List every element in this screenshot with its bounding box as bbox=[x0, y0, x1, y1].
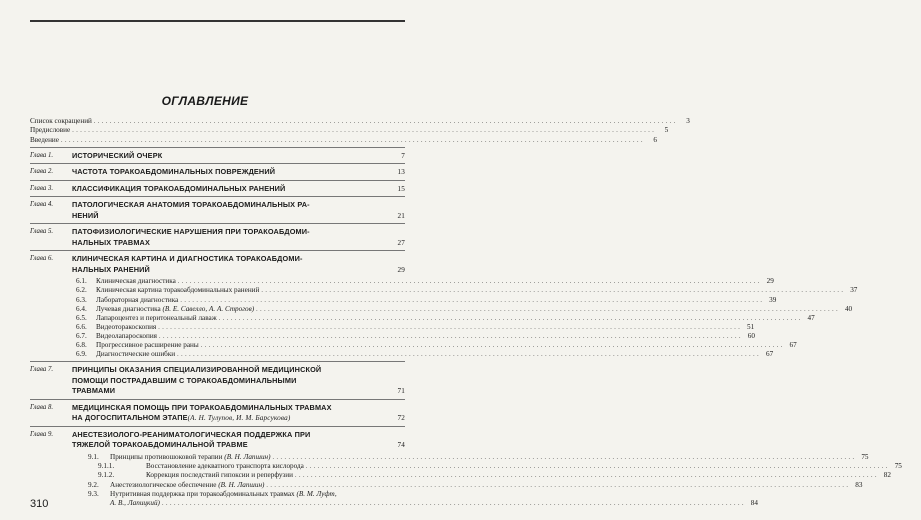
chapter-title-text: НАЛЬНЫХ РАНЕНИЙ bbox=[72, 264, 150, 274]
section-text: Клиническая диагностика bbox=[96, 277, 176, 286]
section-page: 60 bbox=[747, 331, 755, 340]
toc-entry bbox=[30, 126, 669, 135]
chapter-title-text: ЧАСТОТА ТОРАКОАБДОМИНАЛЬНЫХ ПОВРЕЖДЕНИЙ bbox=[72, 167, 276, 177]
chapter-title-text: ТРАВМАМИ bbox=[72, 386, 116, 396]
chapter-entry bbox=[30, 200, 405, 221]
section-page: 51 bbox=[747, 322, 755, 331]
page-number: 310 bbox=[30, 498, 49, 510]
chapter-label: Глава 8. bbox=[30, 403, 54, 411]
section-text: Восстановление адекватного транспорта кислорода bbox=[146, 462, 304, 471]
front-matter bbox=[30, 117, 690, 145]
chapter-title-text: НАЛЬНЫХ ТРАВМАХ bbox=[72, 237, 150, 247]
section-number: 6.4. bbox=[76, 304, 87, 313]
chapter-title-line bbox=[72, 254, 405, 265]
chapter-title-line bbox=[72, 184, 405, 195]
chapter-entry bbox=[30, 365, 405, 397]
section-page: 37 bbox=[850, 286, 858, 295]
chapter-body bbox=[72, 200, 405, 221]
chapter-label: Глава 5. bbox=[30, 228, 54, 236]
leader-dots bbox=[177, 350, 759, 359]
section-entry bbox=[72, 480, 863, 490]
chapter-separator bbox=[30, 250, 405, 251]
chapter-title-text: НЕНИЙ bbox=[72, 210, 99, 220]
chapter-body bbox=[72, 365, 405, 397]
section-entry bbox=[72, 490, 405, 499]
chapter-title-text: КЛАССИФИКАЦИЯ ТОРАКОАБДОМИНАЛЬНЫХ РАНЕНИЙ bbox=[72, 183, 286, 193]
section-entry bbox=[72, 462, 902, 471]
section-number: 6.7. bbox=[76, 331, 87, 340]
chapter-body bbox=[72, 403, 405, 424]
leader-dots bbox=[159, 332, 741, 341]
section-text: Прогрессивное расширение раны bbox=[96, 341, 199, 350]
chapter-title-text: ТЯЖЕЛОЙ ТОРАКОАБДОМИНАЛЬНОЙ ТРАВМЕ bbox=[72, 440, 248, 450]
section-number: 9.1.1. bbox=[98, 462, 115, 471]
chapter-page: 15 bbox=[397, 184, 405, 193]
chapter-entry bbox=[30, 254, 405, 275]
page-title: ОГЛАВЛЕНИЕ bbox=[161, 94, 249, 108]
section-entry bbox=[72, 286, 858, 295]
section-number: 6.6. bbox=[76, 322, 87, 331]
section-entry bbox=[72, 277, 774, 286]
chapter-title-text: НА ДОГОСПИТАЛЬНОМ ЭТАПЕ bbox=[72, 413, 188, 423]
section-entry bbox=[72, 331, 755, 341]
chapter-body bbox=[72, 151, 405, 162]
chapter-label: Глава 6. bbox=[30, 255, 54, 263]
entry-page: 3 bbox=[686, 117, 690, 125]
chapter-page: 74 bbox=[397, 441, 405, 450]
section-page: 40 bbox=[844, 304, 853, 313]
leader-dots bbox=[162, 499, 744, 508]
chapter-label: Глава 2. bbox=[30, 168, 54, 176]
chapter-title-line bbox=[72, 386, 405, 397]
chapter-title-line bbox=[72, 403, 405, 414]
section-text: Принципы противошоковой терапии (В. Н. Лапшин) bbox=[110, 452, 271, 461]
leader-dots bbox=[72, 126, 654, 135]
chapter-label: Глава 7. bbox=[30, 366, 54, 374]
chapter-title-text: МЕДИЦИНСКАЯ ПОМОЩЬ ПРИ ТОРАКОАБДОМИНАЛЬНЫХ ТРАВМАХ bbox=[72, 402, 332, 412]
leader-dots bbox=[180, 296, 762, 305]
leader-dots bbox=[94, 117, 676, 126]
section-number: 9.3. bbox=[88, 489, 99, 498]
entry-page: 5 bbox=[664, 126, 669, 135]
section-text: Лабораторная диагностика bbox=[96, 295, 179, 304]
chapter-separator bbox=[30, 180, 405, 181]
chapter-title-text: АНЕСТЕЗИОЛОГО-РЕАНИМАТОЛОГИЧЕСКАЯ ПОДДЕРЖКА ПРИ bbox=[72, 429, 311, 439]
section-text: Видеоторакоскопия bbox=[96, 322, 157, 331]
chapter-entry bbox=[30, 184, 405, 195]
chapter-title-text: ПОМОЩИ ПОСТРАДАВШИМ С ТОРАКОАБДОМИНАЛЬНЫМИ bbox=[72, 375, 297, 385]
chapters bbox=[30, 147, 902, 509]
leader-dots bbox=[178, 277, 760, 286]
section-page: 67 bbox=[789, 341, 797, 350]
section-page: 29 bbox=[766, 277, 774, 286]
chapter-title-line bbox=[72, 265, 405, 276]
section-number: 9.2. bbox=[88, 480, 99, 489]
toc-entry bbox=[30, 117, 690, 126]
chapter-entry bbox=[30, 151, 405, 162]
section-text: Клиническая картина торакоабдоминальных ранений bbox=[96, 286, 260, 295]
chapter-body bbox=[72, 430, 405, 451]
section-author: (В. Е. Савелло, А. А. Строгов) bbox=[162, 304, 255, 313]
chapter-title-text: ИСТОРИЧЕСКИЙ ОЧЕРК bbox=[72, 150, 163, 160]
section-author: (В. Н. Лапшин) bbox=[224, 452, 271, 461]
section-number: 6.5. bbox=[76, 313, 87, 322]
chapter-page: 72 bbox=[397, 414, 405, 423]
chapter-title-line bbox=[72, 413, 405, 424]
leader-dots bbox=[306, 462, 888, 471]
section-entry bbox=[72, 452, 869, 462]
chapter-author: (А. Н. Тулупов, И. М. Барсукова) bbox=[187, 414, 291, 423]
chapter-title-line bbox=[72, 151, 405, 162]
leader-dots bbox=[219, 314, 801, 323]
chapter-entry bbox=[30, 167, 405, 178]
section-entry bbox=[72, 350, 774, 359]
section-page: 75 bbox=[861, 452, 869, 461]
chapter-body bbox=[72, 184, 405, 195]
section-continuation bbox=[72, 499, 758, 508]
leader-dots bbox=[158, 323, 740, 332]
leader-dots bbox=[261, 286, 843, 295]
section-page: 82 bbox=[883, 471, 891, 480]
chapter-title-line bbox=[72, 365, 405, 376]
chapter-title-line bbox=[72, 238, 405, 249]
leader-dots bbox=[61, 136, 643, 145]
section-entry bbox=[72, 322, 755, 332]
chapter-label: Глава 4. bbox=[30, 201, 54, 209]
chapter-title-text: ПАТОЛОГИЧЕСКАЯ АНАТОМИЯ ТОРАКОАБДОМИНАЛЬНЫХ РА- bbox=[72, 200, 310, 210]
chapter-9-sections bbox=[72, 452, 902, 509]
chapter-separator bbox=[30, 147, 405, 148]
section-page: 84 bbox=[750, 499, 758, 508]
section-number: 6.9. bbox=[76, 350, 87, 359]
chapter-title-line bbox=[72, 440, 405, 451]
leader-dots bbox=[273, 453, 855, 462]
chapter-separator bbox=[30, 361, 405, 362]
section-author: (В. Н. Лапшин) bbox=[218, 480, 265, 489]
chapter-separator bbox=[30, 196, 405, 197]
chapter-page: 21 bbox=[397, 211, 405, 220]
section-number: 6.8. bbox=[76, 341, 87, 350]
chapter-title-line bbox=[72, 167, 405, 178]
section-text: Диагностические ошибки bbox=[96, 350, 176, 359]
chapter-entry bbox=[30, 430, 405, 451]
section-text: Лапароцентез и перитонеальный лаваж bbox=[96, 313, 217, 322]
entry-text: Список сокращений bbox=[30, 117, 92, 125]
chapter-label: Глава 1. bbox=[30, 151, 54, 159]
section-entry bbox=[72, 471, 891, 480]
section-entry bbox=[72, 341, 797, 350]
section-entry bbox=[72, 295, 777, 305]
chapter-title-text: КЛИНИЧЕСКАЯ КАРТИНА И ДИАГНОСТИКА ТОРАКОАБДОМИ- bbox=[72, 254, 303, 264]
leader-dots bbox=[201, 341, 783, 350]
section-author: А. В., Лапицкий) bbox=[110, 499, 160, 508]
section-number: 6.1. bbox=[76, 277, 87, 286]
section-text: Анестезиологическое обеспечение (В. Н. Лапшин) bbox=[110, 480, 265, 489]
chapter-6-sections bbox=[72, 277, 858, 359]
leader-dots bbox=[295, 471, 877, 480]
chapter-separator bbox=[30, 399, 405, 400]
section-author: (В. М. Луфт, bbox=[296, 489, 337, 498]
leader-dots bbox=[266, 481, 848, 490]
section-text: Коррекция последствий гипоксии и реперфузии bbox=[146, 471, 293, 480]
chapter-title-line bbox=[72, 200, 405, 211]
chapter-title-line bbox=[72, 211, 405, 222]
chapter-separator bbox=[30, 163, 405, 164]
section-page: 47 bbox=[807, 313, 815, 322]
entry-text: Введение bbox=[30, 135, 59, 144]
top-rule bbox=[30, 20, 405, 22]
leader-dots bbox=[256, 305, 838, 314]
entry-text: Предисловие bbox=[30, 126, 71, 135]
section-text: Лучевая диагностика (В. Е. Савелло, А. А. Строгов) bbox=[96, 304, 255, 313]
section-page: 39 bbox=[769, 295, 777, 304]
chapter-separator bbox=[30, 426, 405, 427]
chapter-title-text: ПРИНЦИПЫ ОКАЗАНИЯ СПЕЦИАЛИЗИРОВАННОЙ МЕДИЦИНСКОЙ bbox=[72, 365, 322, 375]
section-page: 83 bbox=[855, 480, 863, 489]
chapter-body bbox=[72, 227, 405, 248]
chapter-title-line bbox=[72, 227, 405, 238]
chapter-page: 13 bbox=[397, 168, 405, 177]
section-entry bbox=[72, 304, 853, 314]
section-entry bbox=[72, 313, 815, 323]
chapter-page: 7 bbox=[401, 151, 405, 160]
section-text: Нутритивная поддержка при торакоабдоминальных травмах (В. М. Луфт, bbox=[110, 489, 337, 498]
chapter-page: 29 bbox=[397, 265, 405, 274]
section-number: 6.2. bbox=[76, 286, 87, 295]
chapter-body bbox=[72, 167, 405, 178]
chapter-body bbox=[72, 254, 405, 275]
section-text: Видеолапароскопия bbox=[96, 331, 157, 340]
chapter-page: 71 bbox=[397, 387, 405, 396]
chapter-title-text: ПАТОФИЗИОЛОГИЧЕСКИЕ НАРУШЕНИЯ ПРИ ТОРАКОАБДОМИ- bbox=[72, 227, 310, 237]
table-of-contents bbox=[30, 117, 902, 509]
chapter-page: 27 bbox=[397, 238, 405, 247]
section-page: 67 bbox=[765, 350, 774, 359]
section-number: 9.1. bbox=[88, 452, 99, 461]
chapter-entry bbox=[30, 227, 405, 248]
chapter-label: Глава 9. bbox=[30, 430, 54, 438]
toc-entry bbox=[30, 135, 657, 145]
entry-page: 6 bbox=[653, 135, 657, 144]
chapter-entry bbox=[30, 403, 405, 424]
section-number: 9.1.2. bbox=[98, 471, 115, 480]
chapter-title-line bbox=[72, 430, 405, 441]
chapter-title-line bbox=[72, 376, 405, 387]
chapter-label: Глава 3. bbox=[30, 184, 54, 192]
chapter-separator bbox=[30, 223, 405, 224]
section-page: 75 bbox=[894, 462, 902, 471]
section-number: 6.3. bbox=[76, 295, 87, 304]
